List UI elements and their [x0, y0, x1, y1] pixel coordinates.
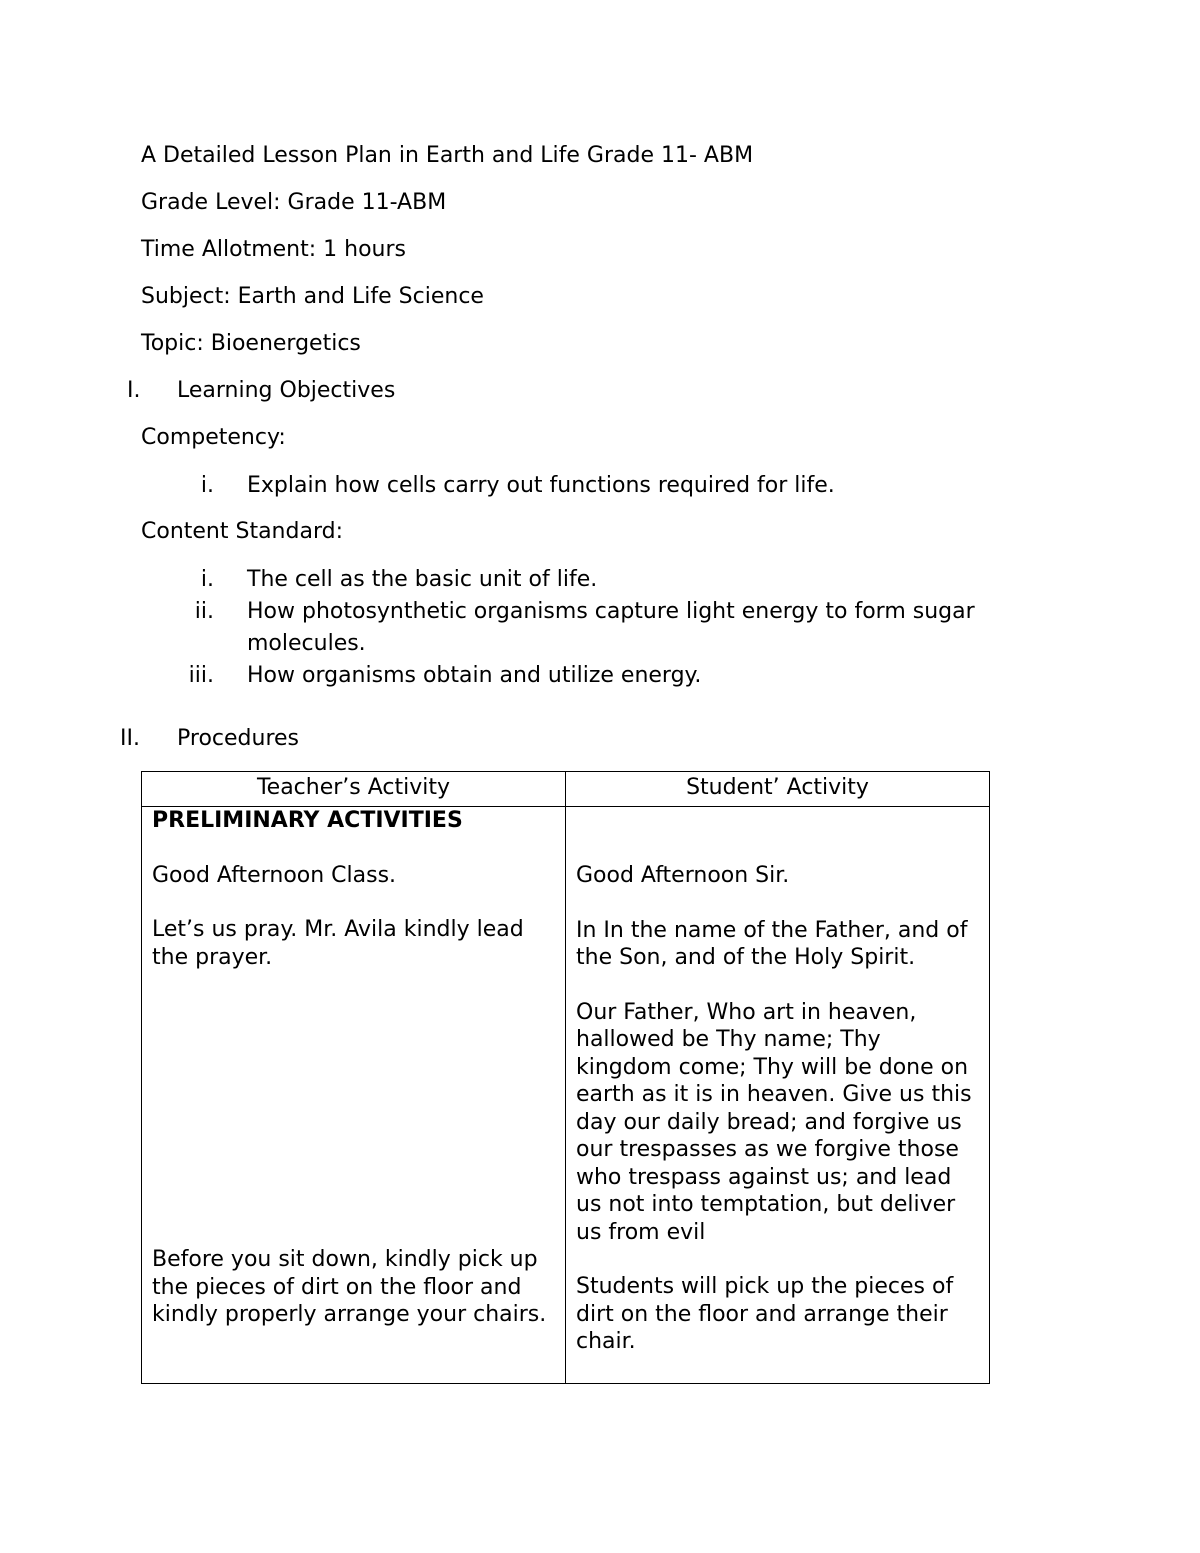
document-title: A Detailed Lesson Plan in Earth and Life Grade 11- ABM [141, 143, 754, 168]
subject: Subject: Earth and Life Science [141, 284, 484, 309]
topic: Topic: Bioenergetics [141, 331, 361, 356]
procedures-heading: Procedures [177, 726, 299, 751]
student-sign-of-cross: In In the name of the Father, and of the Son, and of the Holy Spirit. [576, 917, 968, 970]
procedures-table [141, 771, 990, 1384]
table-row [142, 807, 990, 1384]
student-greeting: Good Afternoon Sir. [576, 863, 790, 888]
teacher-activity-cell [142, 807, 566, 1384]
teacher-prayer-request: Let’s us pray. Mr. Avila kindly lead the prayer. [152, 917, 524, 970]
content-item-number: ii. [194, 599, 214, 624]
content-item-number: iii. [188, 663, 214, 688]
content-item: The cell as the basic unit of life. [247, 567, 598, 592]
competency-item: Explain how cells carry out functions required for life. [247, 473, 835, 498]
student-action: Students will pick up the pieces of dirt on the floor and arrange their chair. [576, 1274, 954, 1354]
teacher-instruction: Before you sit down, kindly pick up the pieces of dirt on the floor and kindly properly arrange your chairs. [152, 1247, 547, 1327]
teacher-activity-header: Teacher’s Activity [142, 772, 566, 807]
student-activity-header: Student’ Activity [566, 772, 990, 807]
table-header-row [142, 772, 990, 807]
student-activity-cell [566, 807, 990, 1384]
competency-item-number: i. [200, 473, 214, 498]
preliminary-activities-heading: PRELIMINARY ACTIVITIES [152, 808, 463, 833]
teacher-greeting: Good Afternoon Class. [152, 862, 397, 888]
competency-label: Competency: [141, 425, 286, 450]
objectives-heading: Learning Objectives [177, 378, 396, 403]
grade-level: Grade Level: Grade 11-ABM [141, 190, 447, 215]
procedures-numeral: II. [120, 726, 140, 751]
content-item: How organisms obtain and utilize energy. [247, 663, 702, 688]
content-item: How photosynthetic organisms capture light energy to form sugar molecules. [247, 599, 975, 656]
content-standard-label: Content Standard: [141, 519, 343, 544]
objectives-numeral: I. [127, 378, 141, 403]
time-allotment: Time Allotment: 1 hours [141, 237, 406, 262]
student-our-father-prayer: Our Father, Who art in heaven, hallowed be Thy name; Thy kingdom come; Thy will be done on earth as it is in heaven. Give us this day our daily bread; and forgive us our trespasses as we forgive those who trespass against us; and lead us not into temptation, but deliver us from evil [576, 999, 972, 1245]
content-item-number: i. [200, 567, 214, 592]
